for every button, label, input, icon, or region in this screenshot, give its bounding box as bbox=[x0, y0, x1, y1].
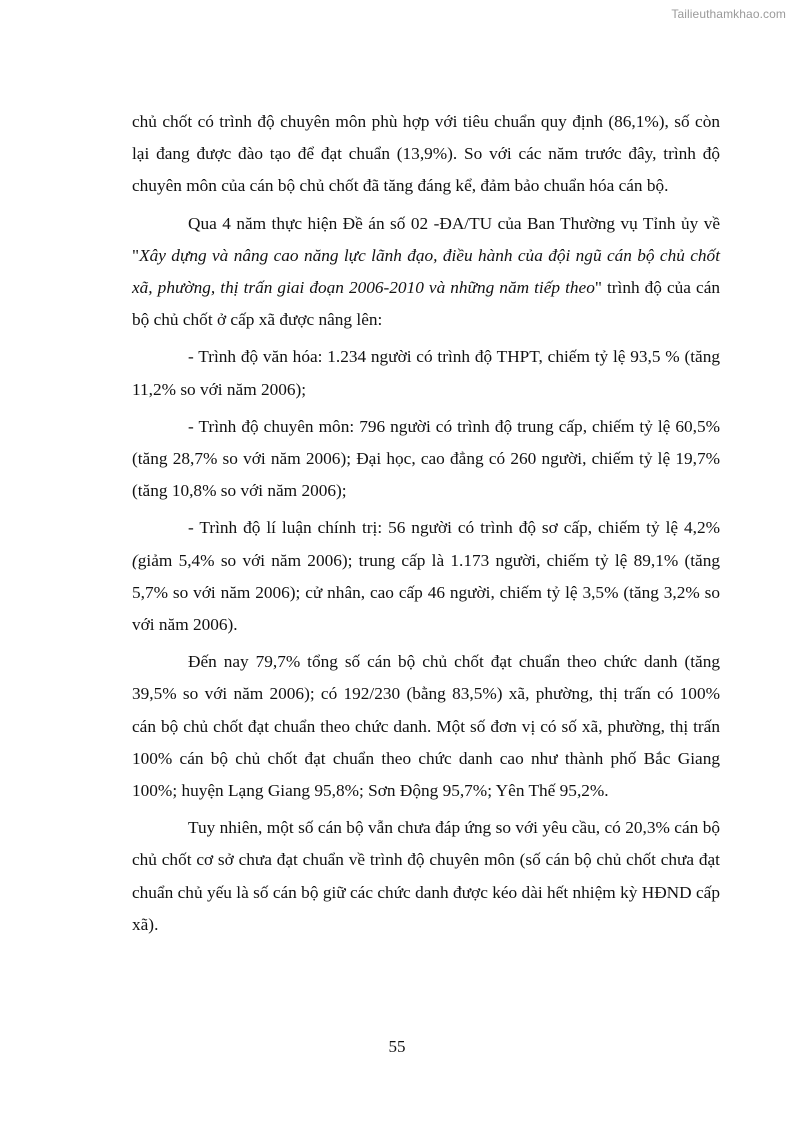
bullet-political-part-a: - Trình độ lí luận chính trị: 56 người có trình độ sơ cấp, chiếm tỷ lệ 4,2% bbox=[188, 518, 720, 538]
paragraph-standard-status: Đến nay 79,7% tổng số cán bộ chủ chốt đạt chuẩn theo chức danh (tăng 39,5% so với năm 2006); có 192/230 (bằng 83,5%) xã, phường, thị trấn có 100% cán bộ chủ chốt đạt chuẩn theo chức danh. Một số đơn vị có số xã, phường, thị trấn 100% cán bộ chủ chốt đạt chuẩn theo chức danh cao như thành phố Bắc Giang 100%; huyện Lạng Giang 95,8%; Sơn Động 95,7%; Yên Thế 95,2%. bbox=[132, 652, 720, 801]
paragraph-2-ending: " trình độ của cán bộ chủ chốt ở cấp xã được nâng lên: bbox=[132, 278, 721, 330]
page-number: 55 bbox=[388, 1037, 406, 1056]
bullet-political-theory-level bbox=[132, 512, 720, 641]
paragraph-limitations: Tuy nhiên, một số cán bộ vẫn chưa đáp ứng so với yêu cầu, có 20,3% cán bộ chủ chốt cơ sở chưa đạt chuẩn về trình độ chuyên môn (số cán bộ chủ chốt chưa đạt chuẩn chủ yếu là số cán bộ giữ các chức danh được kéo dài hết nhiệm kỳ HĐND cấp xã). bbox=[132, 818, 720, 934]
bullet-education-level: - Trình độ văn hóa: 1.234 người có trình độ THPT, chiếm tỷ lệ 93,5 % (tăng 11,2% so với năm 2006); bbox=[132, 347, 720, 399]
paragraph-2-intro: Qua 4 năm thực hiện Đề án số 02 -ĐA/TU của Ban Thường vụ Tỉnh ủy về " bbox=[132, 213, 720, 265]
watermark-text: Tailieuthamkhao.com bbox=[671, 7, 786, 21]
bullet-political-part-c: giảm 5,4% so với năm 2006); trung cấp là 1.173 người, chiếm tỷ lệ 89,1% (tăng 5,7% so với năm 2006); cử nhân, cao cấp 46 người, chiếm tỷ lệ 3,5% (tăng 3,2% so với năm 2006). bbox=[132, 550, 720, 635]
italic-parenthesis: ( bbox=[132, 550, 138, 570]
paragraph-2 bbox=[132, 208, 720, 337]
document-body bbox=[132, 106, 720, 941]
project-title-italic: Xây dựng và nâng cao năng lực lãnh đạo, điều hành của đội ngũ cán bộ chủ chốt xã, phường, thị trấn giai đoạn 2006-2010 và những năm tiếp theo bbox=[132, 245, 720, 298]
bullet-professional-level: - Trình độ chuyên môn: 796 người có trình độ trung cấp, chiếm tỷ lệ 60,5% (tăng 28,7% so với năm 2006); Đại học, cao đẳng có 260 người, chiếm tỷ lệ 19,7% (tăng 10,8% so với năm 2006); bbox=[132, 416, 720, 501]
paragraph-1: chủ chốt có trình độ chuyên môn phù hợp với tiêu chuẩn quy định (86,1%), số còn lại đang được đào tạo để đạt chuẩn (13,9%). So với các năm trước đây, trình độ chuyên môn của cán bộ chủ chốt đã tăng đáng kể, đảm bảo chuẩn hóa cán bộ. bbox=[132, 112, 720, 196]
